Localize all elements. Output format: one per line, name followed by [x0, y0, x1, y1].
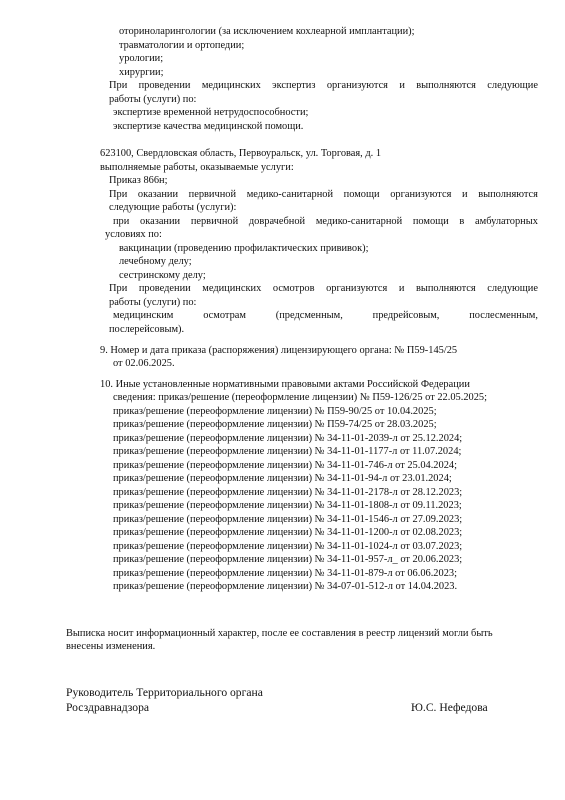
justified-line: При оказании первичной медико-санитарной помощи организуются и выполняются	[109, 189, 538, 200]
justified-line: При проведении медицинских экспертиз организуются и выполняются следующие	[109, 80, 538, 91]
order-line: Приказ 866н;	[109, 175, 168, 186]
list-item: травматологии и ортопедии;	[119, 40, 245, 51]
paragraph-line: работы (услуги) по:	[109, 297, 197, 308]
paragraph-line: послерейсовым).	[109, 324, 185, 335]
justified-line: медицинским осмотрам (предсменным, предрейсовым, послесменным,	[113, 310, 538, 321]
notice-line: внесены изменения.	[66, 641, 156, 652]
order-item: приказ/решение (переоформление лицензии) № 34-07-01-512-л от 14.04.2023.	[113, 581, 458, 592]
order-item: приказ/решение (переоформление лицензии) № 34-11-01-94-л от 23.01.2024;	[113, 473, 452, 484]
justified-line: при оказании первичной доврачебной медико-санитарной помощи в амбулаторных	[113, 216, 538, 227]
order-item: приказ/решение (переоформление лицензии) № П59-74/25 от 28.03.2025;	[113, 419, 437, 430]
section-9-line: 9. Номер и дата приказа (распоряжения) лицензирующего органа: № П59-145/25	[100, 345, 458, 356]
notice-line: Выписка носит информационный характер, после ее составления в реестр лицензий могли быть	[66, 628, 493, 639]
list-item: урологии;	[119, 53, 164, 64]
section-10-first: сведения: приказ/решение (переоформление лицензии) № П59-126/25 от 22.05.2025;	[113, 392, 488, 403]
order-item: приказ/решение (переоформление лицензии) № 34-11-01-879-л от 06.06.2023;	[113, 568, 457, 579]
list-item: экспертизе качества медицинской помощи.	[113, 121, 304, 132]
order-item: приказ/решение (переоформление лицензии) № 34-11-01-1200-л от 02.08.2023;	[113, 527, 463, 538]
justified-line: При проведении медицинских осмотров организуются и выполняются следующие	[109, 283, 538, 294]
section-9-date: от 02.06.2025.	[113, 358, 175, 369]
order-item: приказ/решение (переоформление лицензии) № 34-11-01-957-л_ от 20.06.2023;	[113, 554, 463, 565]
list-item: экспертизе временной нетрудоспособности;	[113, 107, 309, 118]
signature-name: Ю.С. Нефедова	[411, 701, 488, 714]
signature-position: Руководитель Территориального органа	[66, 686, 263, 699]
list-item: хирургии;	[119, 67, 164, 78]
list-item: оториноларингологии (за исключением кохлеарной имплантации);	[119, 26, 415, 37]
section-10-title: 10. Иные установленные нормативными правовыми актами Российской Федерации	[100, 379, 470, 390]
order-item: приказ/решение (переоформление лицензии) № П59-90/25 от 10.04.2025;	[113, 406, 437, 417]
order-item: приказ/решение (переоформление лицензии) № 34-11-01-1024-л от 03.07.2023;	[113, 541, 463, 552]
order-item: приказ/решение (переоформление лицензии) № 34-11-01-1808-л от 09.11.2023;	[113, 500, 462, 511]
order-item: приказ/решение (переоформление лицензии) № 34-11-01-2178-л от 28.12.2023;	[113, 487, 463, 498]
works-label: выполняемые работы, оказываемые услуги:	[100, 162, 294, 173]
address-line: 623100, Свердловская область, Первоуральск, ул. Торговая, д. 1	[100, 148, 382, 159]
list-item: сестринскому делу;	[119, 270, 206, 281]
list-item: лечебному делу;	[119, 256, 192, 267]
paragraph-line: работы (услуги) по:	[109, 94, 197, 105]
order-item: приказ/решение (переоформление лицензии) № 34-11-01-746-л от 25.04.2024;	[113, 460, 457, 471]
signature-position: Росздравнадзора	[66, 701, 150, 714]
order-item: приказ/решение (переоформление лицензии) № 34-11-01-1546-л от 27.09.2023;	[113, 514, 463, 525]
paragraph-line: следующие работы (услуги):	[109, 202, 237, 213]
list-item: вакцинации (проведению профилактических прививок);	[119, 243, 369, 254]
order-item: приказ/решение (переоформление лицензии) № 34-11-01-1177-л от 11.07.2024;	[113, 446, 462, 457]
order-item: приказ/решение (переоформление лицензии) № 34-11-01-2039-л от 25.12.2024;	[113, 433, 463, 444]
paragraph-line: условиях по:	[105, 229, 162, 240]
